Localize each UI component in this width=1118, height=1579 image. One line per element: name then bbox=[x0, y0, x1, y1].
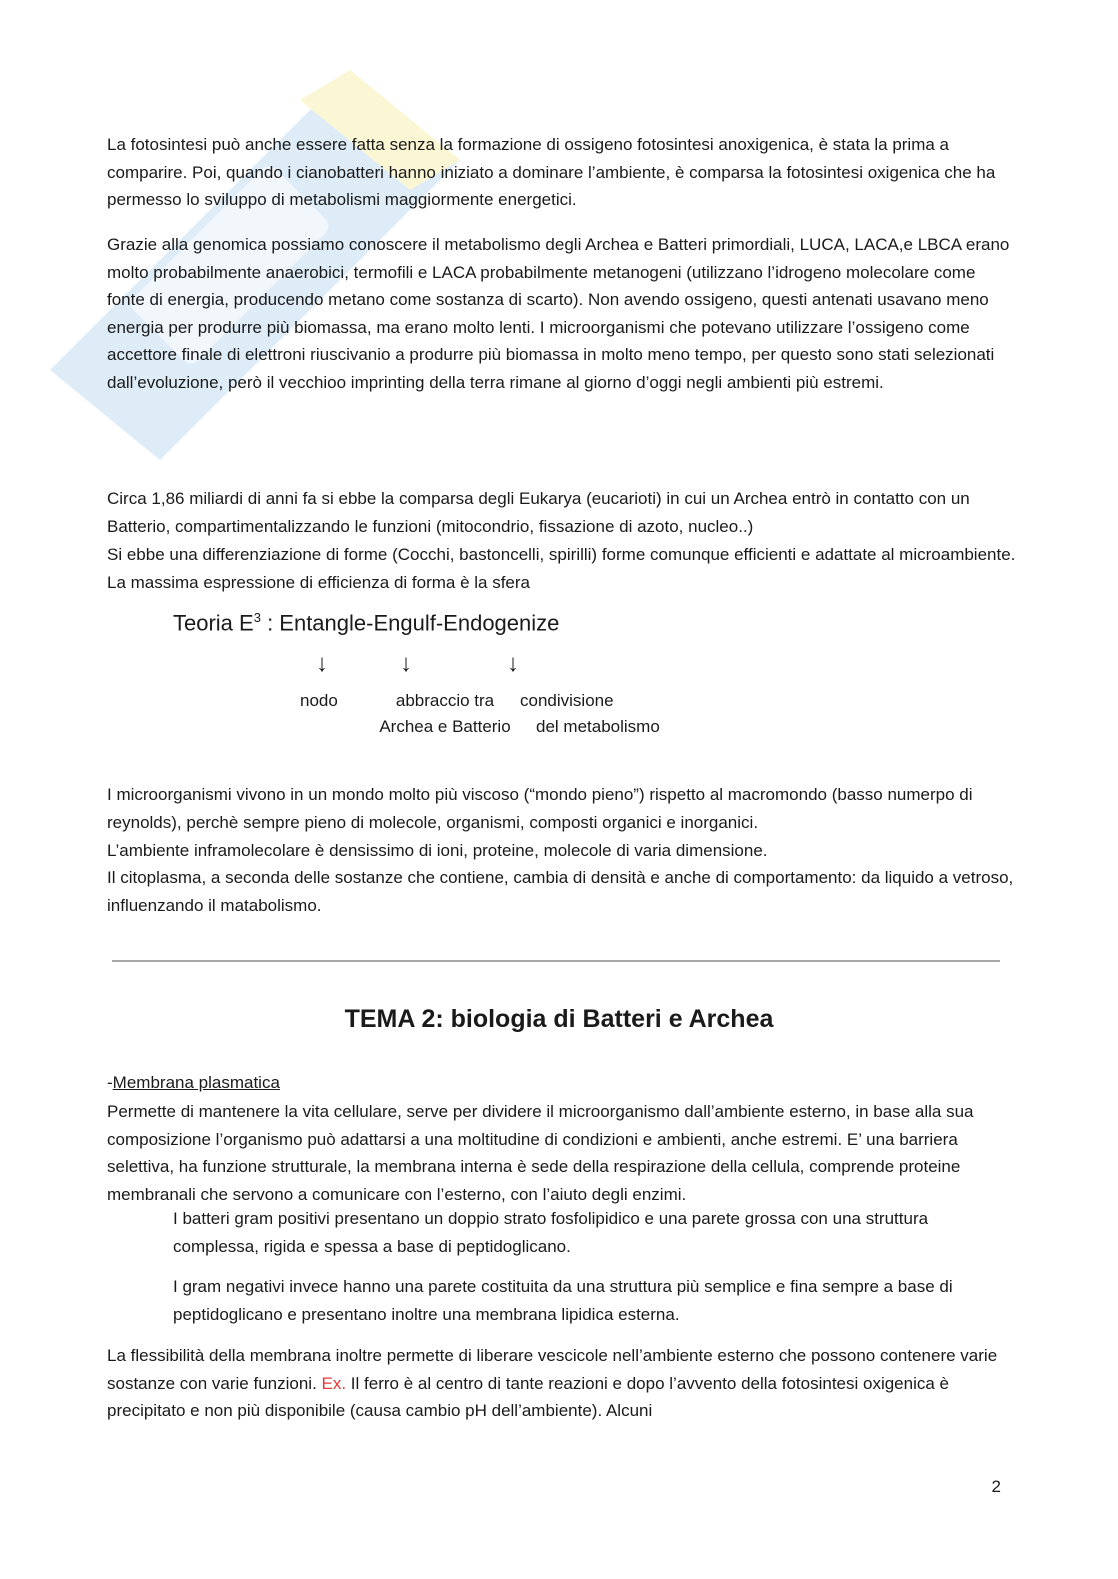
theory-title: Teoria $E^3$ : Entangle-Engulf-Endogenize bbox=[173, 610, 560, 636]
down-arrow-icon: ↓ bbox=[400, 650, 412, 677]
theory-label-engulf: abbraccio tra Archea e Batterio bbox=[379, 691, 511, 736]
example-tag: Ex. bbox=[321, 1373, 347, 1393]
theory-label-entangle: nodo bbox=[300, 691, 338, 710]
paragraph-inframolecular: L’ambiente inframolecolare è densissimo di ioni, proteine, molecole di varia dimensione. bbox=[107, 841, 768, 860]
paragraph-cytoplasm: Il citoplasma, a seconda delle sostanze che contiene, cambia di densità e anche di comportamento: da liquido a vetroso, influenzando il matabolismo. bbox=[107, 868, 1014, 915]
paragraph-eukarya: Circa 1,86 miliardi di anni fa si ebbe la comparsa degli Eukarya (eucarioti) in cui un Archea entrò in contatto con un Batterio, compartimentalizzando le funzioni (mitocondrio, fissazione di azoto, nucleo..) bbox=[107, 489, 970, 536]
paragraph-gram-positive: I batteri gram positivi presentano un doppio strato fosfolipidico e una parete grossa con una struttura complessa, rigida e spessa a base di peptidoglicano. bbox=[173, 1209, 929, 1256]
page-number: 2 bbox=[991, 1477, 1001, 1496]
section-divider bbox=[112, 960, 1000, 962]
subsection-title: -Membrana plasmatica bbox=[107, 1073, 280, 1092]
theory-label-endogenize: condivisione del metabolismo bbox=[520, 691, 660, 736]
paragraph-vesicles: La flessibilità della membrana inoltre permette di liberare vescicole nell’ambiente esterno che possono contenere varie sostanze con varie funzioni. Ex. Il ferro è al centro di tante reazioni e dopo l’avvento della fotosintesi oxigenica è precipitato e non più disponibile (causa cambio pH dell’ambiente). Alcuni bbox=[107, 1346, 998, 1421]
section-heading: TEMA 2: biologia di Batteri e Archea bbox=[344, 1005, 774, 1033]
paragraph-membrane: Permette di mantenere la vita cellulare, serve per dividere il microorganismo dall’ambiente esterno, in base alla sua composizione l’organismo può adattarsi a una moltitudine di condizioni e ambienti, anche estremi. E’ una barriera selettiva, ha funzione strutturale, la membrana interna è sede della respirazione della cellula, comprende proteine membranali che servono a comunicare con l’esterno, con l’aiuto degli enzimi. bbox=[107, 1102, 974, 1204]
paragraph-viscosity: I microorganismi vivono in un mondo molto più viscoso (“mondo pieno”) rispetto al macromondo (basso numerpo di reynolds), perchè sempre pieno di molecole, organismi, composti organici e inorganici. bbox=[107, 785, 973, 832]
paragraph-genomics: Grazie alla genomica possiamo conoscere il metabolismo degli Archea e Batteri primordiali, LUCA, LACA,e LBCA erano molto probabilmente anaerobici, termofili e LACA probabilmente metanogeni (utilizzano l’idrogeno molecolare come fonte di energia, producendo metano come sostanza di scarto). Non avendo ossigeno, questi antenati usavano meno energia per produrre più biomassa, ma erano molto lenti. I microorganismi che potevano utilizzare l’ossigeno come accettore finale di elettroni riuscivanio a produrre più biomassa in molto meno tempo, per questo sono stati selezionati dall’evoluzione, però il vecchioo imprinting della terra rimane al giorno d’oggi negli ambienti più estremi. bbox=[107, 235, 1010, 392]
paragraph-forms: Si ebbe una differenziazione di forme (Cocchi, bastoncelli, spirilli) forme comunque efficienti e adattate al microambiente. La massima espressione di efficienza di forma è la sfera bbox=[107, 545, 1016, 592]
down-arrow-icon: ↓ bbox=[507, 650, 519, 677]
paragraph-gram-negative: I gram negativi invece hanno una parete costituita da una struttura più semplice e fina sempre a base di peptidoglicano e presentano inoltre una membrana lipidica esterna. bbox=[173, 1277, 953, 1324]
down-arrow-icon: ↓ bbox=[316, 650, 328, 677]
paragraph-photosynthesis: La fotosintesi può anche essere fatta senza la formazione di ossigeno fotosintesi anoxigenica, è stata la prima a comparire. Poi, quando i cianobatteri hanno iniziato a dominare l’ambiente, è comparsa la fotosintesi oxigenica che ha permesso lo sviluppo di metabolismi maggiormente energetici. bbox=[107, 135, 996, 210]
